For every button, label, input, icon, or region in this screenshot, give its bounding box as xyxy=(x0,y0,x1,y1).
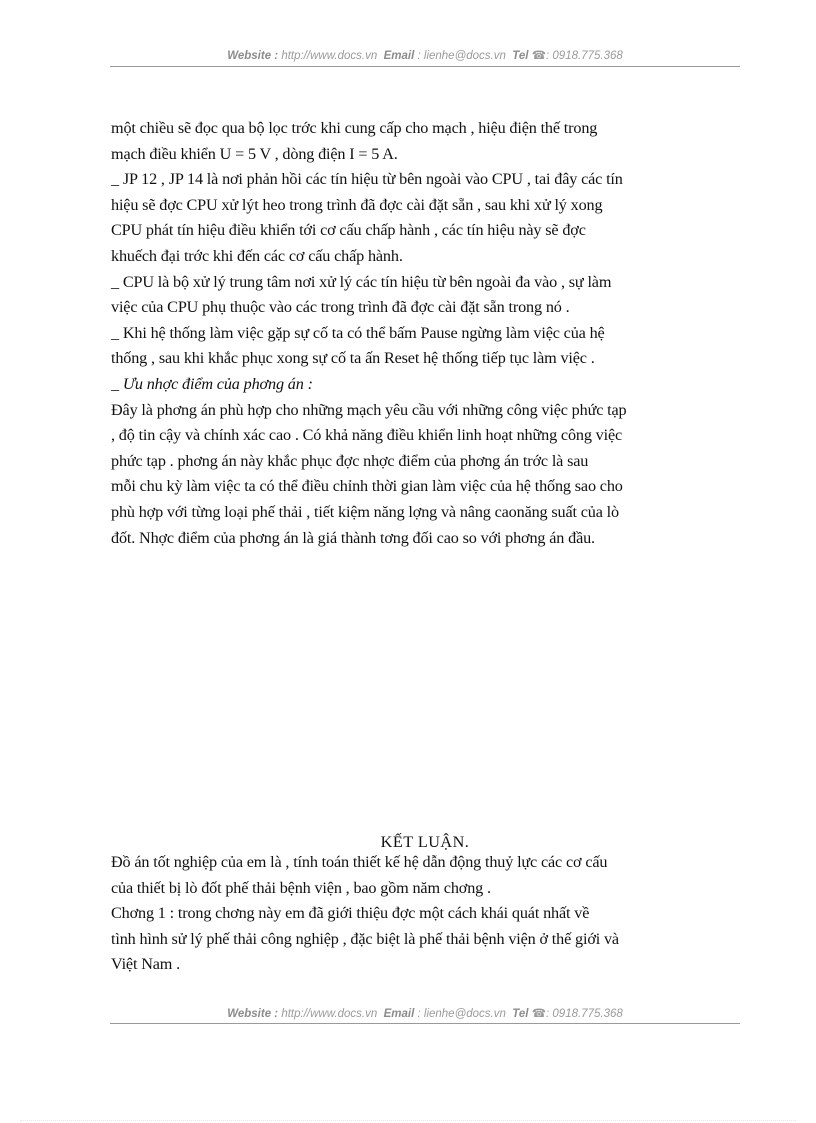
website-url[interactable]: http://www.docs.vn xyxy=(281,50,378,62)
text-line: hiệu sẽ đợc CPU xử lýt heo trong trình đã đợc cài đặt sẵn , sau khi xử lý xong xyxy=(111,195,603,214)
page-header xyxy=(110,49,740,63)
text-line: Việt Nam . xyxy=(111,955,181,974)
email-value[interactable]: : lienhe@docs.vn xyxy=(417,1008,506,1020)
text-line: thống , sau khi khắc phục xong sự cố ta ấn Reset hệ thống tiếp tục làm việc . xyxy=(111,349,595,368)
text-line: tình hình sử lý phế thải công nghiệp , đặc biệt là phế thải bệnh viện ở thế giới và xyxy=(111,929,619,948)
phone-icon: ☎ xyxy=(531,50,547,62)
text-line: mạch điều khiển U = 5 V , dòng điện I = 5 A. xyxy=(111,144,398,163)
tel-value: : 0918.775.368 xyxy=(546,1008,623,1020)
tel-label: Tel xyxy=(512,50,529,62)
body-text xyxy=(111,116,743,551)
section-heading: _ Ưu nhợc điểm của phơng án : xyxy=(111,374,313,393)
tel-value: : 0918.775.368 xyxy=(546,50,623,62)
phone-icon: ☎ xyxy=(531,1008,547,1020)
text-line: _ JP 12 , JP 14 là nơi phản hồi các tín hiệu từ bên ngoài vào CPU , tai đây các tín xyxy=(111,170,623,189)
page-footer xyxy=(110,1007,740,1021)
text-line: _ CPU là bộ xử lý trung tâm nơi xử lý các tín hiệu từ bên ngoài đa vào , sự làm xyxy=(111,272,612,291)
text-line: CPU phát tín hiệu điều khiển tới cơ cấu chấp hành , các tín hiệu này sẽ đợc xyxy=(111,221,586,240)
text-line: phức tạp . phơng án này khắc phục đợc nhợc điểm của phơng án trớc là sau xyxy=(111,451,589,470)
text-line: việc của CPU phụ thuộc vào các trong trình đã đợc cài đặt sẵn trong nó . xyxy=(111,298,570,317)
text-line: mỗi chu kỳ làm việc ta có thể điều chỉnh thời gian làm việc của hệ thống sao cho xyxy=(111,477,623,496)
website-label: Website : xyxy=(227,1008,279,1020)
text-line: Đây là phơng án phù hợp cho những mạch yêu cầu với những công việc phức tạp xyxy=(111,400,627,419)
website-label: Website : xyxy=(227,50,279,62)
text-line: Chơng 1 : trong chơng này em đã giới thiệu đợc một cách khái quát nhất về xyxy=(111,904,590,923)
text-line: , độ tin cậy và chính xác cao . Có khả năng điều khiển linh hoạt những công việc xyxy=(111,426,623,445)
text-line: Đồ án tốt nghiệp của em là , tính toán thiết kế hệ dẫn động thuỷ lực các cơ cấu xyxy=(111,853,608,871)
conclusion-title: KẾT LUẬN. xyxy=(380,833,470,851)
text-line: một chiều sẽ đọc qua bộ lọc trớc khi cung cấp cho mạch , hiệu điện thế trong xyxy=(111,119,598,137)
email-value[interactable]: : lienhe@docs.vn xyxy=(417,50,506,62)
email-label: Email xyxy=(383,1008,415,1020)
text-line: _ Khi hệ thống làm việc gặp sự cố ta có thể bấm Pause ngừng làm việc của hệ xyxy=(111,323,605,342)
text-line: đốt. Nhợc điểm của phơng án là giá thành tơng đối cao so với phơng án đầu. xyxy=(111,528,595,547)
conclusion-text xyxy=(111,850,743,978)
page-edge-dots xyxy=(20,1120,796,1121)
tel-label: Tel xyxy=(512,1008,529,1020)
header-rule xyxy=(110,66,740,67)
website-url[interactable]: http://www.docs.vn xyxy=(281,1008,378,1020)
text-line: khuếch đại trớc khi đến các cơ cấu chấp hành. xyxy=(111,246,403,265)
footer-rule xyxy=(110,1023,740,1024)
text-line: phù hợp với từng loại phế thải , tiết kiệm năng lợng và nâng caonăng suất của lò xyxy=(111,502,619,521)
text-line: của thiết bị lò đốt phế thải bệnh viện , bao gồm năm chơng . xyxy=(111,878,491,897)
email-label: Email xyxy=(383,50,415,62)
